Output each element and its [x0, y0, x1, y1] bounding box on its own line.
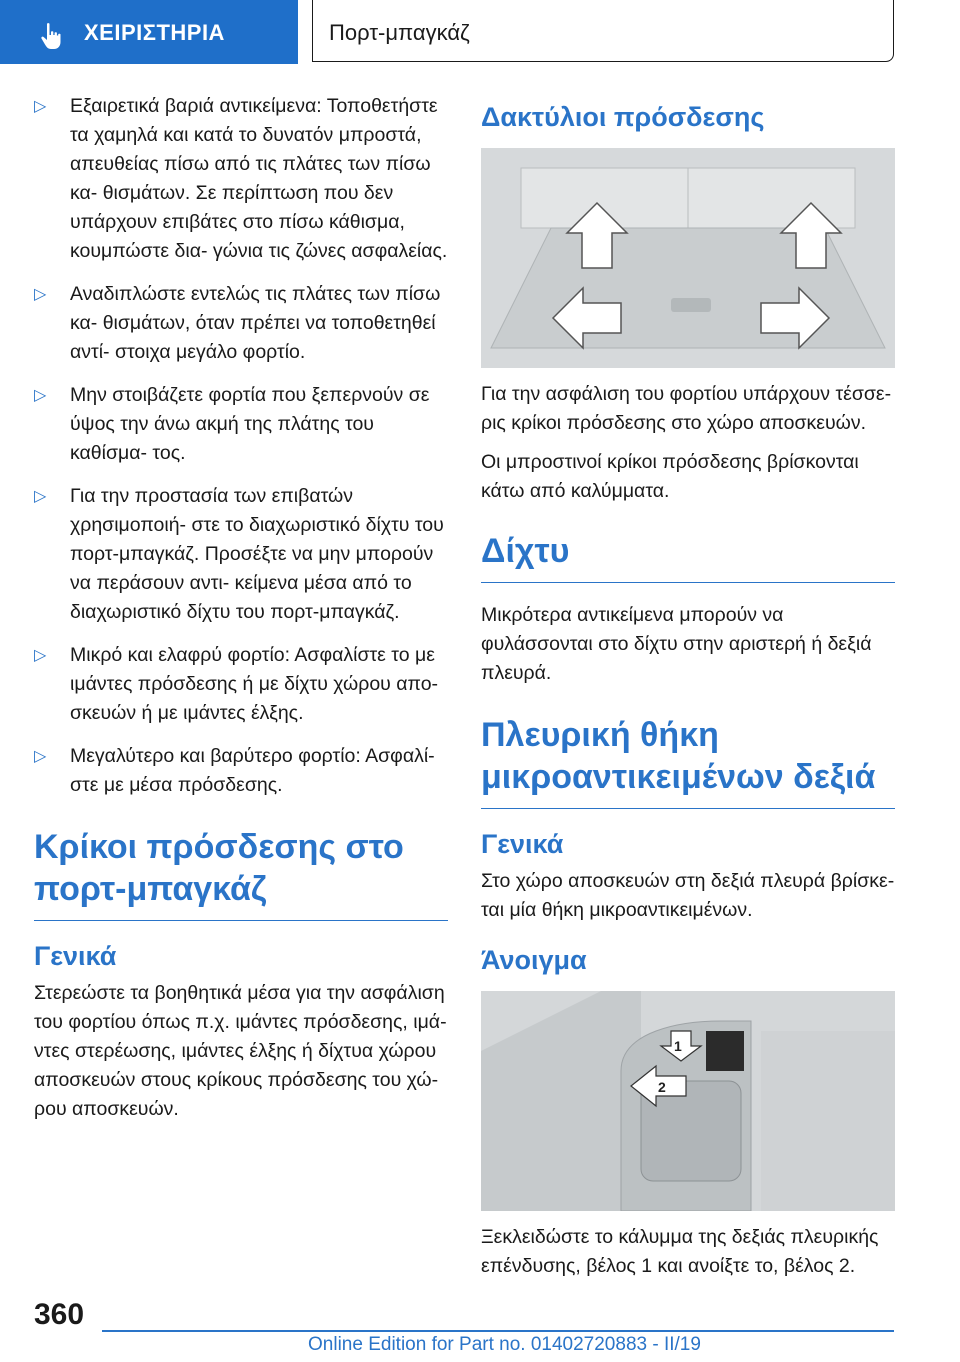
list-item [34, 641, 448, 728]
chapter-tab[interactable] [312, 0, 894, 62]
cargo-rings-illustration [481, 148, 895, 368]
footer-divider [102, 1330, 894, 1332]
arrow-2-label: 2 [658, 1079, 666, 1095]
right-column [481, 92, 895, 1291]
side-storage-illustration [481, 991, 895, 1211]
section-tab[interactable] [0, 0, 298, 64]
list-item [34, 482, 448, 627]
chapter-tab-label: Πορτ-μπαγκάζ [329, 20, 470, 45]
triangle-bullet-icon: ▷ [34, 488, 47, 505]
triangle-bullet-icon: ▷ [34, 98, 47, 115]
general-title: Γενικά [481, 829, 564, 859]
list-item-text: Για την προστασία των επιβατών χρησιμοποιή- στε το διαχωριστικό δίχτυ του πορτ-μπαγκάζ. Προσέξτε να μην μπορούν να περάσουν αντι- κείμενα μέσα από το διαχωριστικό δίχτυ του πορτ-μπαγκάζ. [70, 485, 444, 623]
section-title: Κρίκοι πρόσδεσης στο πορτ-μπαγκάζ [34, 826, 448, 921]
list-item [34, 742, 448, 800]
list-item-text: Μικρό και ελαφρύ φορτίο: Ασφαλίστε το με ιμάντες πρόσδεσης ή με δίχτυ χώρου απο- σκευών ή με ιμάντες έλξης. [70, 644, 439, 724]
arrow-1-label: 1 [674, 1038, 682, 1054]
list-item [34, 92, 448, 266]
edition-info: Online Edition for Part no. 01402720883 - II/19 [308, 1334, 701, 1355]
list-item-text: Εξαιρετικά βαριά αντικείμενα: Τοποθετήστε τα χαμηλά και κατά το δυνατόν μπροστά, απευθείας πίσω από τις πλάτες των πίσω κα- θισμάτων. Σε περίπτωση που δεν υπάρχουν επιβάτες στο πίσω κάθισμα, κουμπώστε δια- γώνια τις ζώνες ασφαλείας. [70, 95, 448, 262]
page-number: 360 [34, 1298, 85, 1331]
triangle-bullet-icon: ▷ [34, 748, 47, 765]
opening-paragraph: Ξεκλειδώστε το κάλυμμα της δεξιάς πλευρικής επένδυσης, βέλος 1 και ανοίξτε το, βέλος 2. [481, 1226, 879, 1277]
net-title: Δίχτυ [481, 530, 895, 583]
storage-title: Πλευρική θήκη μικροαντικειμένων δεξιά [481, 714, 895, 809]
net-paragraph: Μικρότερα αντικείμενα μπορούν να φυλάσσονται στο δίχτυ στην αριστερή ή δεξιά πλευρά. [481, 604, 872, 684]
list-item-text: Μεγαλύτερο και βαρύτερο φορτίο: Ασφαλί- στε με μέσα πρόσδεσης. [70, 745, 435, 796]
triangle-bullet-icon: ▷ [34, 647, 47, 664]
subsection-title: Γενικά [34, 941, 117, 971]
left-column [34, 92, 448, 1134]
cargo-floor-drawing [481, 148, 895, 368]
section-tab-label: ΧΕΙΡΙΣΤΗΡΙΑ [84, 20, 225, 45]
list-item [34, 280, 448, 367]
list-item [34, 381, 448, 468]
rings-paragraph-1: Για την ασφάλιση του φορτίου υπάρχουν τέσσε- ρις κρίκοι πρόσδεσης στο χώρο αποσκευών. [481, 383, 892, 434]
triangle-bullet-icon: ▷ [34, 286, 47, 303]
side-storage-drawing [481, 991, 895, 1211]
opening-title: Άνοιγμα [481, 945, 587, 975]
list-item-text: Μην στοιβάζετε φορτία που ξεπερνούν σε ύψος την άνω ακμή της πλάτης του καθίσμα- τος. [70, 384, 430, 464]
rings-paragraph-2: Οι μπροστινοί κρίκοι πρόσδεσης βρίσκονται κάτω από καλύμματα. [481, 451, 859, 502]
paragraph: Στερεώστε τα βοηθητικά μέσα για την ασφάλιση του φορτίου όπως π.χ. ιμάντες πρόσδεσης, ιμά- ντες στερέωσης, ιμάντες έλξης ή δίχτυα χώρου αποσκευών στους κρίκους πρόσδεσης του χώ- ρου αποσκευών. [34, 982, 447, 1120]
rings-title: Δακτύλιοι πρόσδεσης [481, 102, 765, 132]
hand-pointer-icon [40, 22, 66, 50]
list-item-text: Αναδιπλώστε εντελώς τις πλάτες των πίσω κα- θισμάτων, όταν πρέπει να τοποθετηθεί αντί- στοιχα μεγάλο φορτίο. [70, 283, 441, 363]
triangle-bullet-icon: ▷ [34, 387, 47, 404]
general-paragraph: Στο χώρο αποσκευών στη δεξιά πλευρά βρίσκε- ται μία θήκη μικροαντικειμένων. [481, 870, 895, 921]
